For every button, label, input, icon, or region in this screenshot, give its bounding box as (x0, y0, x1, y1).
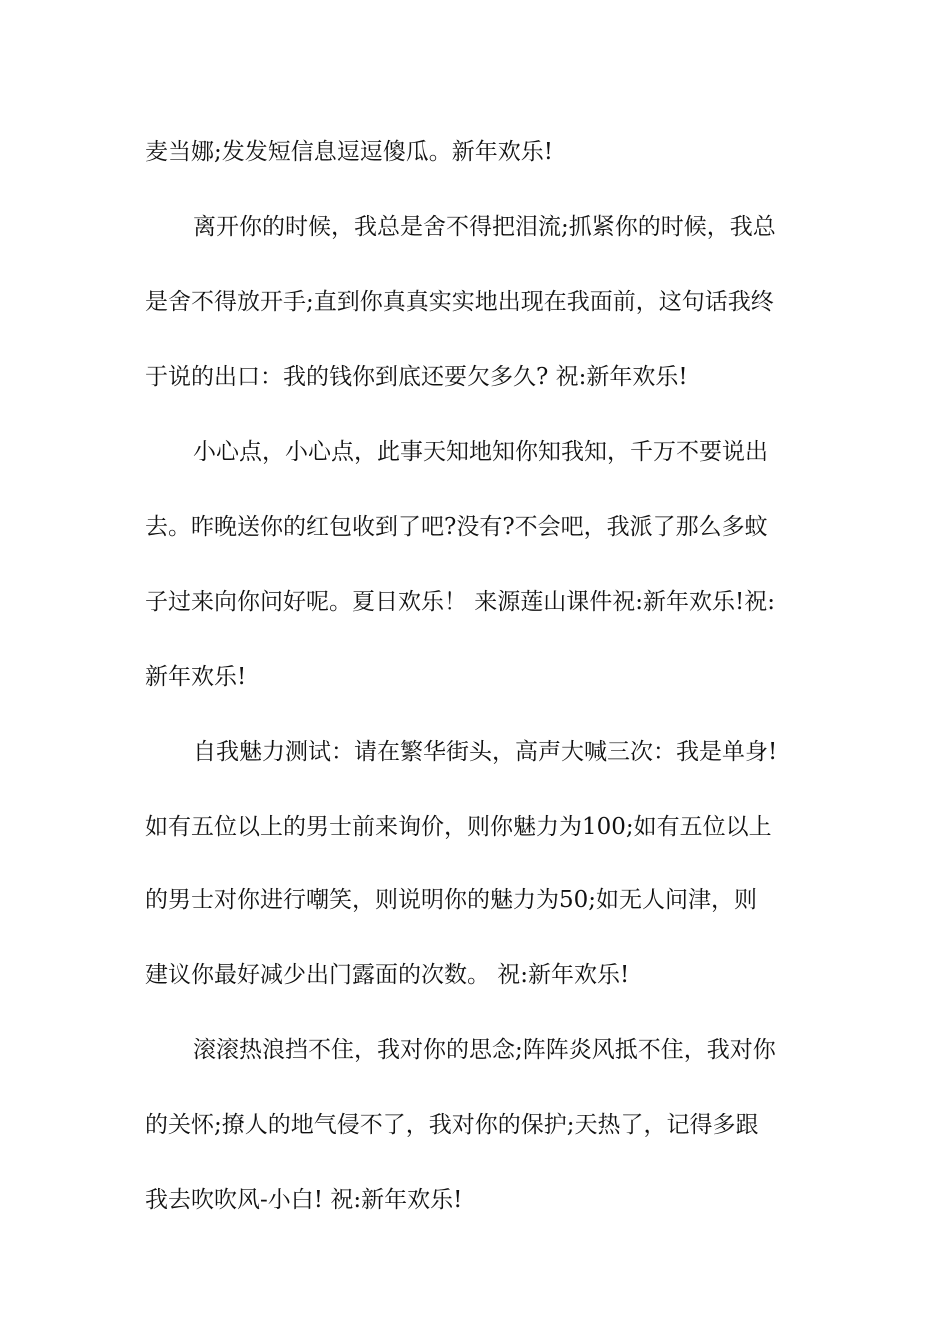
text-line: 如有五位以上的男士前来询价，则你魅力为100;如有五位以上 (145, 814, 772, 840)
paragraph-start-line: 小心点，小心点，此事天知地知你知我知，千万不要说出 (193, 439, 768, 465)
text-line: 是舍不得放开手;直到你真真实实地出现在我面前，这句话我终 (145, 289, 774, 315)
paragraph-start-line: 离开你的时候，我总是舍不得把泪流;抓紧你的时候，我总 (193, 214, 776, 240)
text-line: 的男士对你进行嘲笑，则说明你的魅力为50;如无人问津，则 (145, 887, 758, 913)
text-line: 建议你最好减少出门露面的次数。 祝:新年欢乐! (145, 962, 630, 988)
text-line: 的关怀;撩人的地气侵不了，我对你的保护;天热了，记得多跟 (145, 1112, 759, 1138)
paragraph-start-line: 滚滚热浪挡不住，我对你的思念;阵阵炎风抵不住，我对你 (193, 1037, 776, 1063)
text-line: 于说的出口：我的钱你到底还要欠多久? 祝:新年欢乐! (145, 364, 688, 390)
text-line: 子过来向你问好呢。夏日欢乐！ 来源莲山课件祝:新年欢乐!祝: (145, 589, 776, 615)
text-line: 去。昨晚送你的红包收到了吧?没有?不会吧，我派了那么多蚊 (145, 514, 768, 540)
text-line: 麦当娜;发发短信息逗逗傻瓜。新年欢乐! (145, 139, 553, 165)
paragraph-start-line: 自我魅力测试：请在繁华街头，高声大喊三次：我是单身! (193, 739, 778, 765)
text-line: 我去吹吹风-小白! 祝:新年欢乐! (145, 1187, 463, 1213)
text-line: 新年欢乐! (145, 664, 247, 690)
